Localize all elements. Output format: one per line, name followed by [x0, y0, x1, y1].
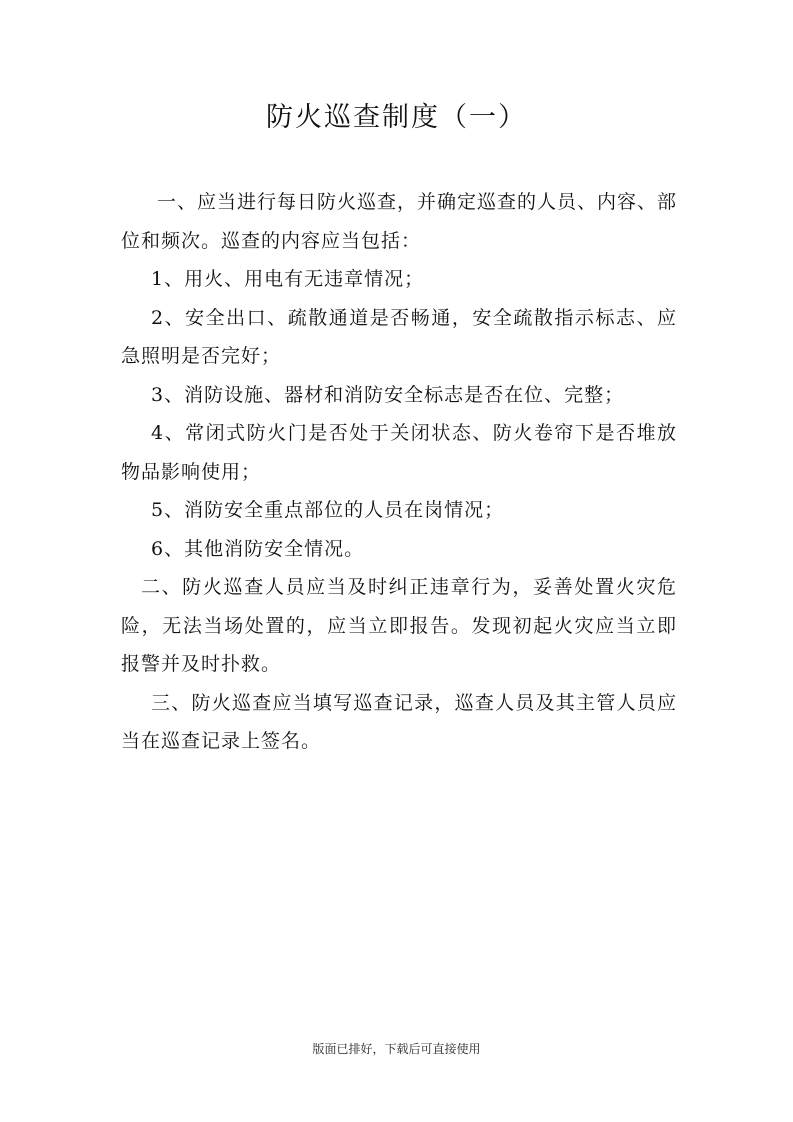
document-body — [121, 183, 677, 761]
list-item-4: 4、常闭式防火门是否处于关闭状态、防火卷帘下是否堆放物品影响使用； — [121, 422, 677, 483]
list-item-6: 6、其他消防安全情况。 — [151, 537, 365, 560]
paragraph-2: 二、防火巡查人员应当及时纠正违章行为，妥善处置火灾危险，无法当场处置的，应当立即报告。发现初起火灾应当立即报警并及时扑救。 — [121, 576, 677, 675]
page-title: 防火巡查制度（一） — [266, 102, 527, 133]
list-item-3: 3、消防设施、器材和消防安全标志是否在位、完整； — [151, 383, 625, 406]
list-item-1: 1、用火、用电有无违章情况； — [151, 268, 425, 290]
paragraph-1: 一、应当进行每日防火巡查，并确定巡查的人员、内容、部位和频次。巡查的内容应当包括： — [121, 191, 678, 252]
page-footer-note: 版面已排好，下载后可直接使用 — [312, 1042, 481, 1056]
paragraph-3: 三、防火巡查应当填写巡查记录，巡查人员及其主管人员应当在巡查记录上签名。 — [121, 691, 677, 752]
list-item-2: 2、安全出口、疏散通道是否畅通，安全疏散指示标志、应急照明是否完好； — [121, 306, 677, 367]
list-item-5: 5、消防安全重点部位的人员在岗情况； — [151, 499, 505, 521]
